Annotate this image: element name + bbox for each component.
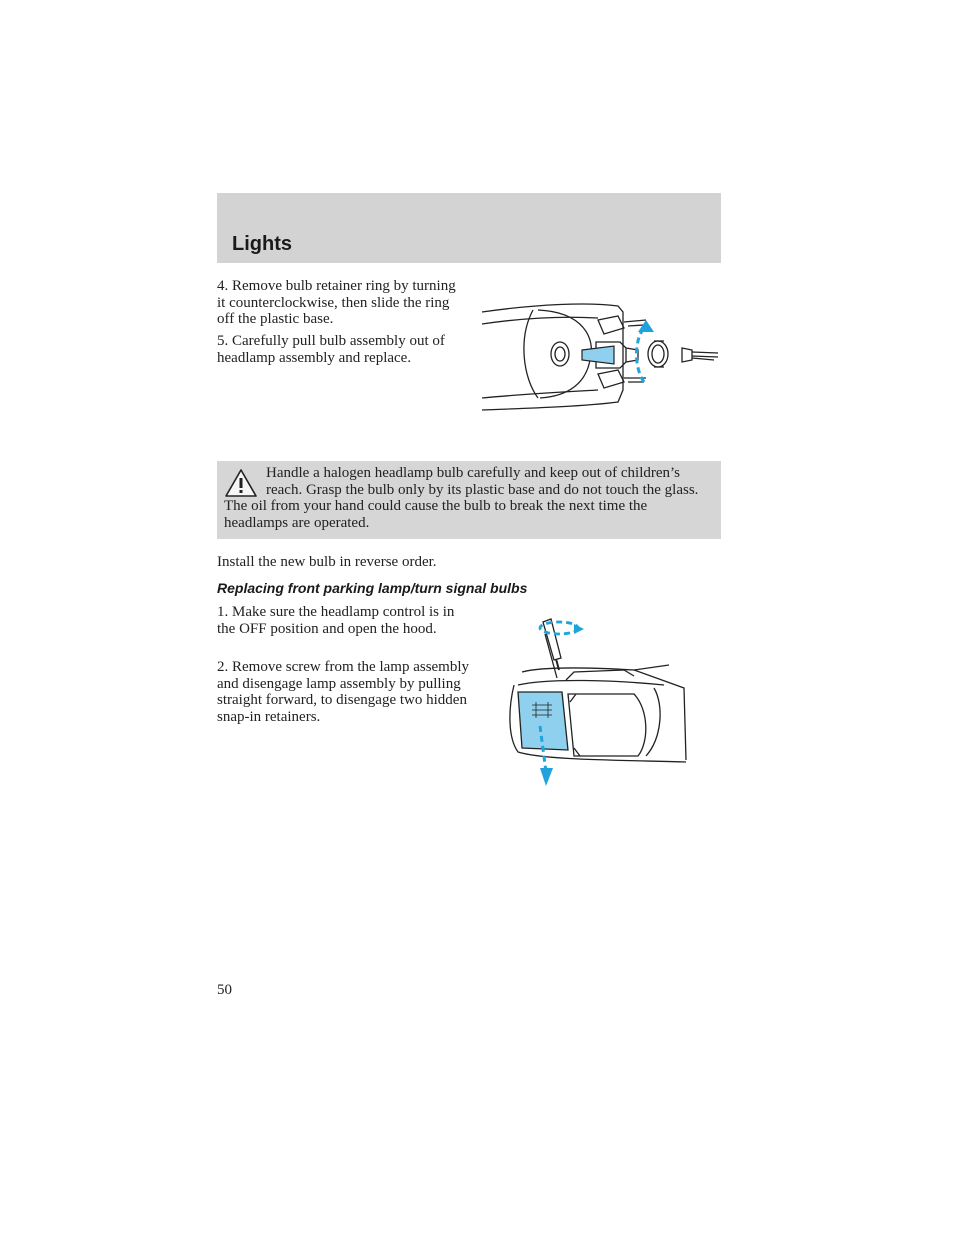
parking-lamp-illustration xyxy=(504,610,690,790)
page-title: Lights xyxy=(232,233,292,255)
section-heading: Replacing front parking lamp/turn signal bulbs xyxy=(217,580,528,596)
warning-box xyxy=(217,461,721,539)
step-1: 1. Make sure the headlamp control is in the OFF position and open the hood. xyxy=(217,604,455,637)
bulb-retainer-illustration xyxy=(478,298,722,414)
header-band xyxy=(217,193,721,263)
page-number: 50 xyxy=(217,982,232,998)
install-instruction: Install the new bulb in reverse order. xyxy=(217,554,437,570)
step-2: 2. Remove screw from the lamp assembly and disengage lamp assembly by pulling straight forward, to disengage two hidden snap-in retainers. xyxy=(217,659,470,725)
step-4: 4. Remove bulb retainer ring by turning it counterclockwise, then slide the ring off the plastic base. xyxy=(217,278,456,327)
step-5: 5. Carefully pull bulb assembly out of headlamp assembly and replace. xyxy=(217,333,445,366)
warning-text: Handle a halogen headlamp bulb carefully and keep out of children’s reach. Grasp the bulb only by its plastic base and do not touch the glass. The oil from your hand could cause the bulb to break the next time the headlamps are operated. xyxy=(224,465,699,531)
